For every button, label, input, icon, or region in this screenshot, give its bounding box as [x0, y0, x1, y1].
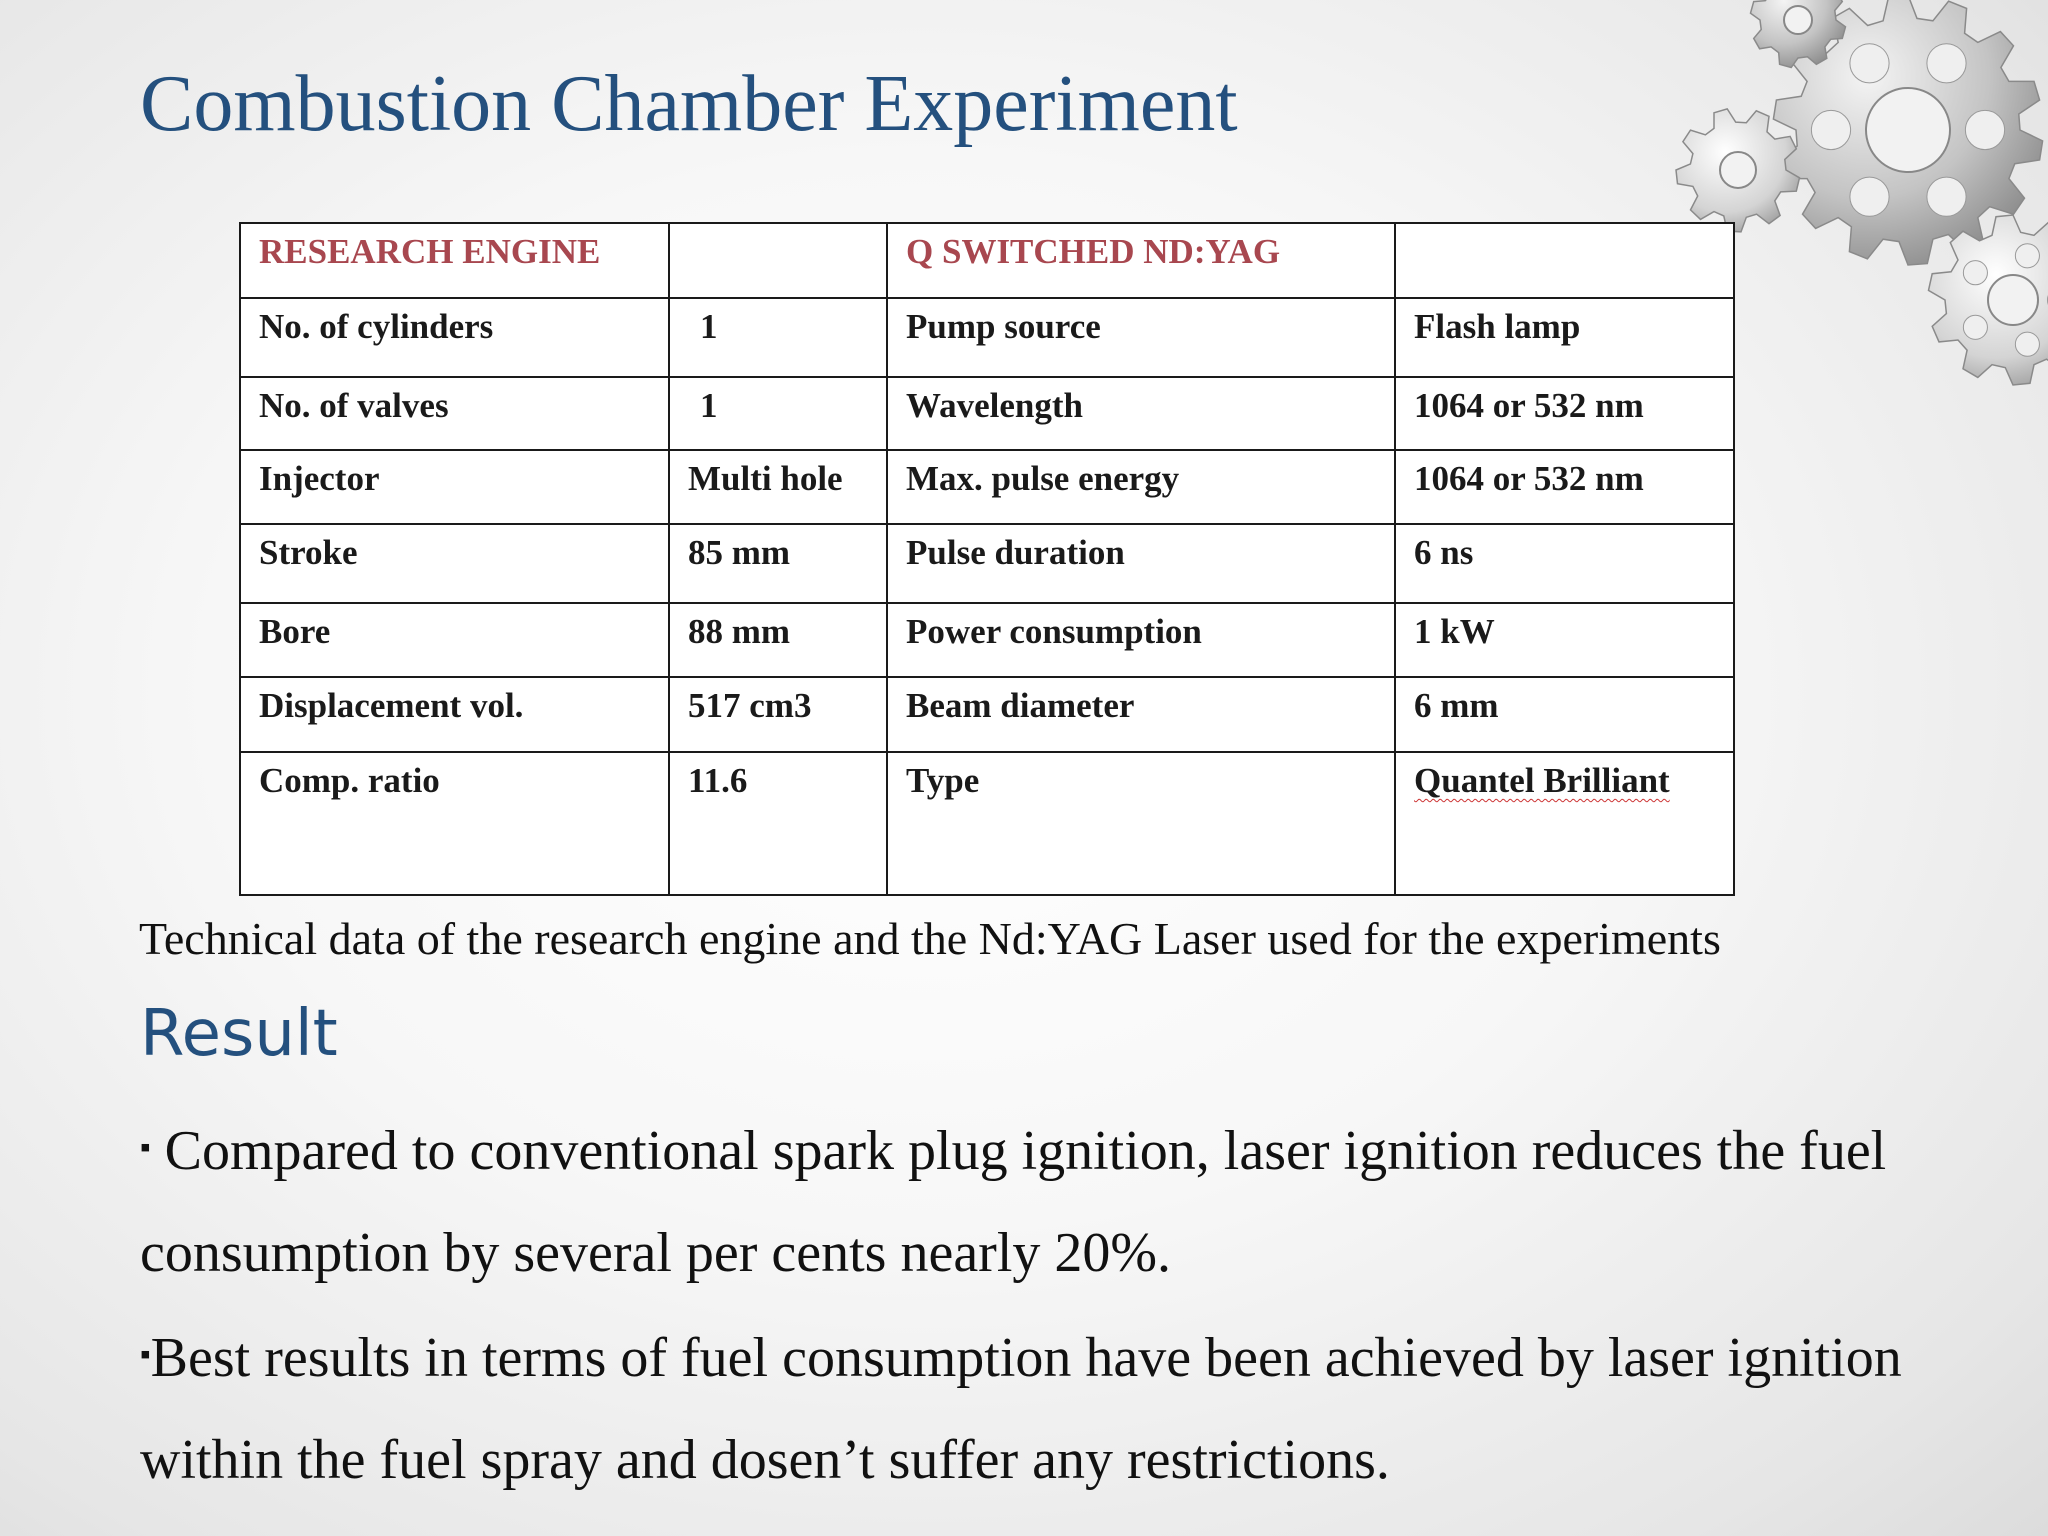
table-header-blank: [1395, 223, 1734, 298]
table-cell: Multi hole: [669, 450, 887, 524]
list-item: [140, 1097, 2020, 1304]
table-cell: Max. pulse energy: [887, 450, 1395, 524]
table-cell: 1064 or 532 nm: [1395, 377, 1734, 450]
result-heading: Result: [140, 997, 338, 1071]
gear-hole: [1850, 177, 1889, 216]
table-cell: Injector: [240, 450, 669, 524]
table-row: [240, 377, 1734, 450]
table-cell: 1: [669, 298, 887, 377]
table-row: [240, 752, 1734, 895]
table-cell: 85 mm: [669, 524, 887, 603]
list-item: [140, 1304, 2020, 1511]
table-cell: Beam diameter: [887, 677, 1395, 752]
table-row: [240, 677, 1734, 752]
bullet-text: Best results in terms of fuel consumption have been achieved by laser ignition within the fuel spray and dosen’t suffer any restrictions.: [140, 1327, 1902, 1491]
table-row: [240, 524, 1734, 603]
table-row: [240, 450, 1734, 524]
table-cell: 1: [669, 377, 887, 450]
slide-title: Combustion Chamber Experiment: [140, 60, 1238, 148]
table-cell: 1 kW: [1395, 603, 1734, 677]
table-cell: No. of cylinders: [240, 298, 669, 377]
gear-hole: [1963, 315, 1987, 339]
gear-hub: [1784, 6, 1812, 34]
table-header-row: [240, 223, 1734, 298]
gear-hole: [2015, 332, 2039, 356]
result-bullet-list: [140, 1097, 2020, 1511]
spellcheck-underlined-text: Quantel Brilliant: [1414, 761, 1670, 800]
table-cell: 11.6: [669, 752, 887, 895]
table-header-research-engine: RESEARCH ENGINE: [240, 223, 669, 298]
table-cell: Stroke: [240, 524, 669, 603]
gear-hole: [1927, 177, 1966, 216]
table-cell: Type: [887, 752, 1395, 895]
gear-hole: [1927, 44, 1966, 83]
table-cell: 6 ns: [1395, 524, 1734, 603]
table-cell: Comp. ratio: [240, 752, 669, 895]
table-header-blank: [669, 223, 887, 298]
gear-hub: [1720, 152, 1756, 188]
bullet-text: Compared to conventional spark plug ignition, laser ignition reduces the fuel consumption by several per cents nearly 20%.: [140, 1120, 1887, 1284]
table-cell: 88 mm: [669, 603, 887, 677]
table-cell: Pulse duration: [887, 524, 1395, 603]
table-cell: 6 mm: [1395, 677, 1734, 752]
table-cell: Wavelength: [887, 377, 1395, 450]
bullet-marker: ▪: [140, 1338, 151, 1371]
table-cell: 1064 or 532 nm: [1395, 450, 1734, 524]
table-cell-type-value: [1395, 752, 1734, 895]
gear-hole: [1811, 110, 1850, 149]
table-cell: Pump source: [887, 298, 1395, 377]
table-cell: Bore: [240, 603, 669, 677]
gear-hole: [1963, 261, 1987, 285]
specification-table: [239, 222, 1735, 896]
table-row: [240, 298, 1734, 377]
table-cell: No. of valves: [240, 377, 669, 450]
table-row: [240, 603, 1734, 677]
table-cell: Power consumption: [887, 603, 1395, 677]
table-cell: Flash lamp: [1395, 298, 1734, 377]
gear-hub: [1866, 88, 1950, 172]
gear-hole: [1850, 44, 1889, 83]
table-cell: 517 cm3: [669, 677, 887, 752]
gear-hole: [1965, 110, 2004, 149]
gear-hole: [2015, 244, 2039, 268]
table-cell: Displacement vol.: [240, 677, 669, 752]
table-header-nd-yag: Q SWITCHED ND:YAG: [887, 223, 1395, 298]
gear-hub: [1988, 275, 2038, 325]
table-caption: Technical data of the research engine and the Nd:YAG Laser used for the experiments: [139, 913, 1721, 964]
bullet-marker: ▪: [140, 1131, 151, 1164]
